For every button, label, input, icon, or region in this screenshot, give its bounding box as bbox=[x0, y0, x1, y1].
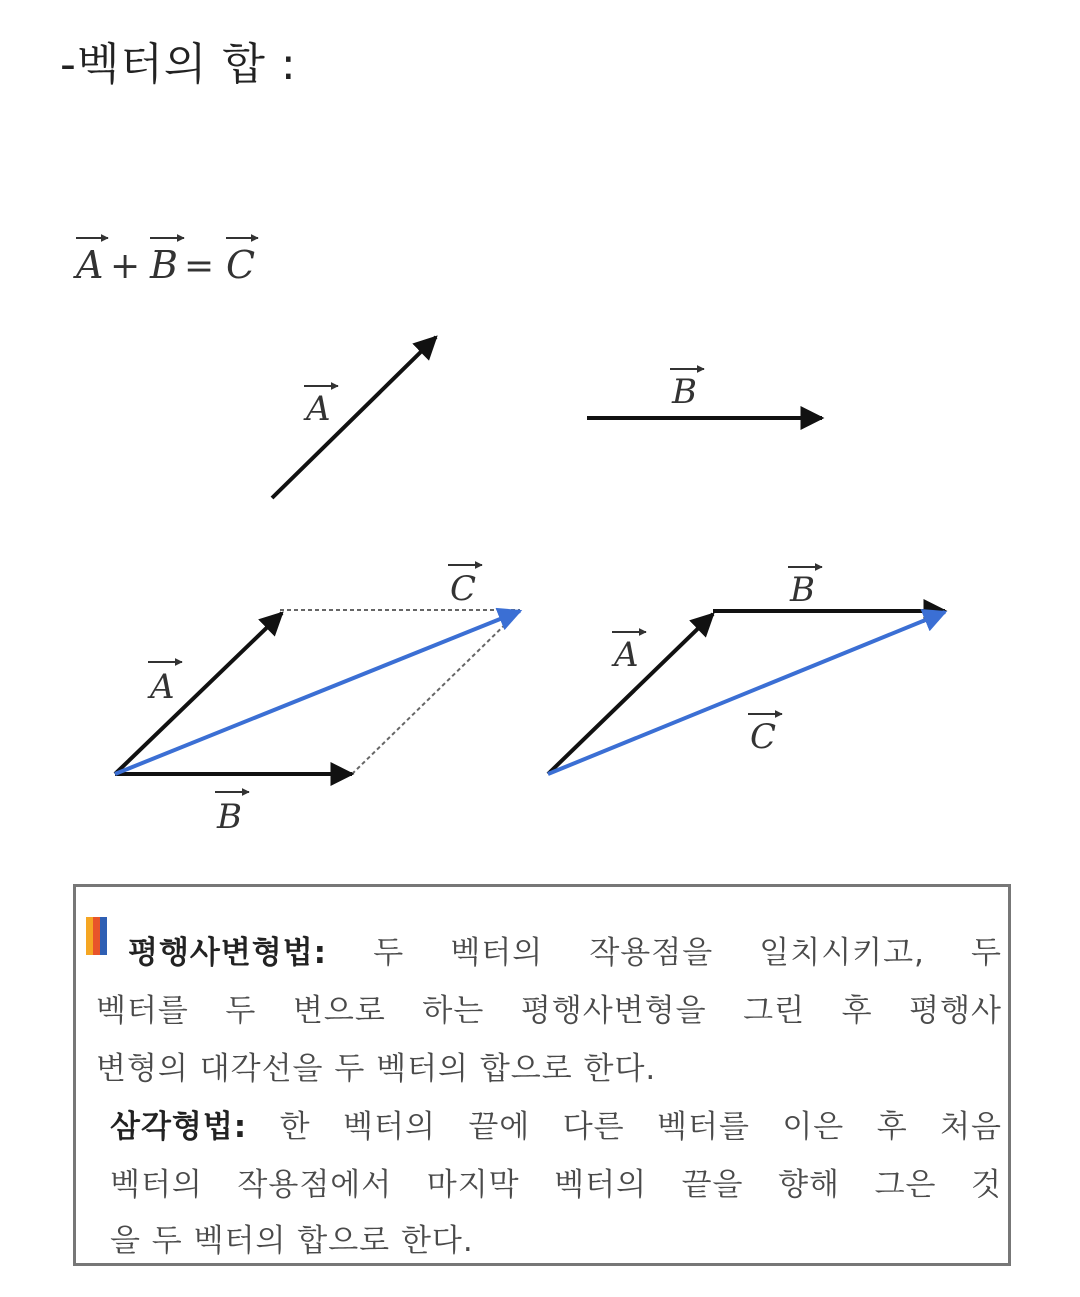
equation-equals: = bbox=[184, 246, 215, 287]
parallelogram-definition-line1: 평행사변형법: 두 벡터의 작용점을 일치시키고, 두 bbox=[128, 935, 1003, 971]
triangle-vector-c bbox=[548, 612, 945, 774]
parallelogram-label-b: B bbox=[217, 797, 242, 837]
parallelogram-label-c: C bbox=[450, 569, 477, 609]
triangle-definition-line3: 을 두 벡터의 합으로 한다. bbox=[110, 1223, 474, 1259]
parallelogram-vector-a bbox=[115, 613, 282, 774]
triangle-definition-line1: 삼각형법: 한 벡터의 끝에 다른 벡터를 이은 후 처음 bbox=[110, 1109, 1002, 1145]
vector-a-standalone bbox=[272, 337, 436, 498]
triangle-label-b: B bbox=[790, 570, 815, 610]
bullet-marker-icon bbox=[86, 917, 108, 955]
vector-b-standalone bbox=[587, 369, 822, 418]
parallelogram-term: 평행사변형법: bbox=[128, 935, 328, 971]
triangle-label-c: C bbox=[750, 717, 777, 757]
equation-b: B bbox=[150, 243, 178, 287]
triangle-term: 삼각형법: bbox=[110, 1109, 248, 1145]
equation-plus: + bbox=[110, 246, 141, 287]
parallelogram-label-a: A bbox=[150, 667, 175, 707]
triangle-diagram bbox=[548, 567, 945, 774]
triangle-label-a: A bbox=[614, 635, 639, 675]
parallelogram-vector-c bbox=[115, 611, 520, 774]
vector-a-label: A bbox=[306, 389, 331, 429]
parallelogram-definition-line3: 변형의 대각선을 두 벡터의 합으로 한다. bbox=[96, 1051, 657, 1087]
equation-a: A bbox=[76, 243, 104, 287]
definition-box bbox=[73, 884, 1011, 1266]
parallelogram-diagram bbox=[115, 565, 520, 837]
triangle-definition-line2: 벡터의 작용점에서 마지막 벡터의 끝을 향해 그은 것 bbox=[110, 1167, 1002, 1203]
vector-b-label: B bbox=[672, 372, 697, 412]
equation-c: C bbox=[226, 243, 256, 287]
parallelogram-definition-line2: 벡터를 두 변으로 하는 평행사변형을 그린 후 평행사 bbox=[96, 993, 1002, 1029]
page-title: -벡터의 합 : bbox=[60, 39, 297, 90]
dashed-parallel-a bbox=[352, 610, 520, 774]
sum-equation bbox=[73, 238, 258, 287]
